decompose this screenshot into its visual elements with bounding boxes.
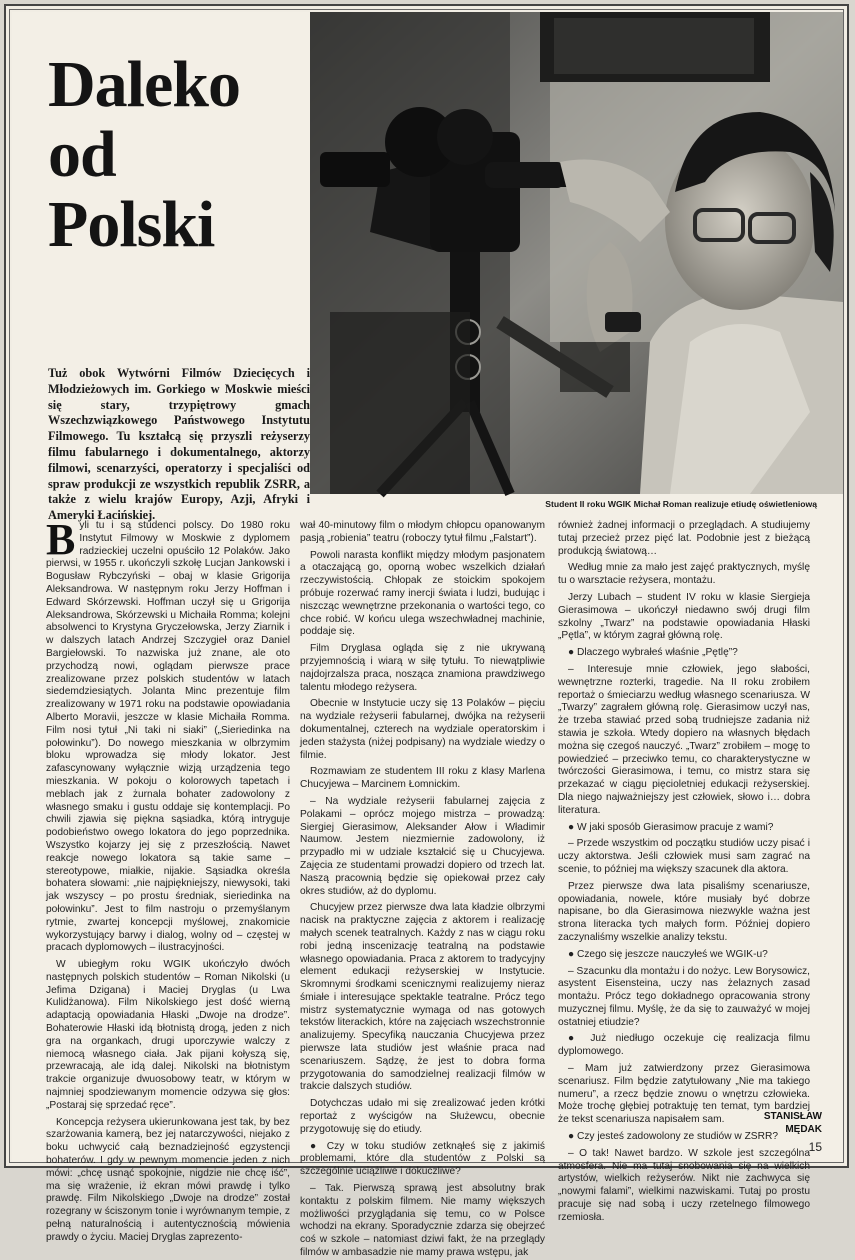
paragraph: wał 40-minutowy film o młodym chłopcu opanowanym pasją „robienia” teatru (roboczy tytuł filmu „Falstart”). bbox=[300, 520, 545, 544]
photo-caption: Student II roku WGIK Michał Roman realizuje etiudę oświetleniową bbox=[545, 499, 817, 509]
paragraph: Jerzy Lubach – student IV roku w klasie Siergieja Gierasimowa – ukończył niedawno swój drugi film szkolny „Twarz” na podstawie opowiadania Hłaski „Pętla”, w którym zagrał główną rolę. bbox=[558, 591, 810, 642]
question: ● Czy w toku studiów zetknąłeś się z jakimiś problemami, które dla studentów z Polski są szczególnie uciążliwe i dokuczliwe? bbox=[300, 1140, 545, 1178]
photo-camera-operator bbox=[310, 12, 843, 494]
paragraph: Rozmawiam ze studentem III roku z klasy Marlena Chucyjewa – Marcinem Łomnickim. bbox=[300, 766, 545, 791]
article-title bbox=[48, 50, 318, 260]
question: ● Czego się jeszcze nauczyłeś we WGIK-u? bbox=[568, 948, 768, 960]
drop-cap: B bbox=[46, 515, 76, 564]
article-photo bbox=[310, 12, 843, 494]
paragraph: – Mam już zatwierdzony przez Gierasimowa scenariusz. Film będzie zatytułowany „Nie ma takiego numeru”, a rzecz będzie znowu o wnętrzu człowieka. Może trochę głębiej potraktuję ten temat, tym bardziej że tekst scenariusza napisałem sam. bbox=[558, 1063, 810, 1126]
paragraph: – Przede wszystkim od początku studiów uczy pisać i uczy aktorstwa. Jeśli człowiek musi sam zagrać na scenie, to później ma większy szacunek dla aktora. bbox=[558, 838, 810, 875]
paragraph: również żadnej informacji o przeglądach. A studiujemy tutaj przecież przez pięć lat. Podobnie jest z bieżącą produkcją światową… bbox=[558, 520, 810, 557]
author-first-name: STANISŁAW bbox=[763, 1111, 822, 1122]
article-column-1 bbox=[46, 515, 290, 1243]
paragraph: Przez pierwsze dwa lata pisaliśmy scenariusze, opowiadania, nowele, które musiały być dobrze napisane, bo dla Gierasimowa niezwykle ważna jest strona literacka tych małych form. Później dopiero zaczynaliśmy wszelkie analizy tekstu. bbox=[558, 880, 810, 943]
article-lead: Tuż obok Wytwórni Filmów Dziecięcych i Młodzieżowych im. Gorkiego w Moskwie mieści się stary, trzypiętrowy gmach Wszechzwiązkowego Państwowego Instytutu Filmowego. Tu kształcą się przyszli reżyserzy filmu fabularnego i dokumentalnego, aktorzy filmowi, scenarzyści, operatorzy i specjaliści od spraw produkcji ze wszystkich republik ZSRR, a także z wielu krajów Europy, Azji, Afryki i Ameryki Łacińskiej. bbox=[48, 366, 310, 523]
title-line-2: od bbox=[48, 118, 116, 191]
question: ● Już niedługo oczekuje cię realizacja filmu dyplomowego. bbox=[558, 1033, 810, 1058]
title-line-3: Polski bbox=[48, 188, 215, 261]
paragraph: Według mnie za mało jest zajęć praktycznych, myślę tu o warsztacie reżysera, montażu. bbox=[558, 562, 810, 587]
paragraph: – Szacunku dla montażu i do nożyc. Lew Borysowicz, asystent Eisensteina, uczy nas żelaznych zasad montażu. Prócz tego dokładnego opracowania strony muzycznej filmu. Myślę, że da się to zauważyć w mojej ostatniej etiudzie? bbox=[558, 965, 810, 1028]
magazine-page bbox=[12, 12, 843, 1259]
article-column-2 bbox=[300, 520, 545, 1259]
paragraph: Obecnie w Instytucie uczy się 13 Polaków – pięciu na wydziale reżyserii fabularnej, dwójka na reżyserii dokumentalnej, czterech na wydziale operatorskim i jeden stażysta (niżej podpisany) na wydziale wiedzy o filmie. bbox=[300, 698, 545, 761]
paragraph: Dotychczas udało mi się zrealizować jeden krótki reportaż z wyścigów na Służewcu, obecnie przygotowuję się do etiudy. bbox=[300, 1098, 545, 1135]
paragraph: W ubiegłym roku WGIK ukończyło dwóch następnych polskich studentów – Roman Nikolski (u Jefima Dzigana) i Maciej Dryglas (u Lwa Kulidżanowa). Film Nikolskiego jest dość wierną adaptacją opowiadania Hłaski „Dwoje na drodze”. Bohaterowie Hłaski idą błotnistą drogą, jeden z nich gra na organkach, drugi uporczywie walczy z niemocą własnego ciała. Jak pijani kołyszą się, przewracają, ale idą dalej. Nikolski na błotnistym trakcie organizuje dwuosobowy teatr, w którym w najmniej spodziewanym momencie odzywa się głos: „Postaraj się sprzedać ręce”. bbox=[46, 959, 290, 1111]
author-signature bbox=[652, 1110, 822, 1136]
paragraph-text: yli tu i są studenci polscy. Do 1980 roku Instytut Filmowy w Moskwie z dyplomem radzieckiej uczelni opuściło 12 Polaków. Jako pierwsi, w 1955 r. ukończyli szkołę Lucjan Jankowski i Bogusław Rybczyński – obaj w klasie Grigorija Aleksandrowa. W następnym roku Jerzy Hoffman i Edward Skórzewski. Hoffman uczył się u Grigorija Aleksandrowa, Skórzewski u Michaiła Romma; kolejni absolwenci to Krystyna Gryczełowska, Jerzy Ziarnik i w dalszych latach Andrzej Szczygieł oraz Daniel Bargiełowski. To nazwiska już znane, ale oto przychodzą nowi, oglądam pierwsze prace zrealizowane przez polskich studentów w latach siedemdziesiątych. Jolanta Minc prezentuje film zrealizowany w 1971 roku na podstawie opowiadania Alberto Moravii, jeszcze w klasie Michaiła Romma. Film nosi tytuł „Ni taki ni siaki” („Sieriedinka na połowinku”). Do nowego mieszkania w olbrzymim bloku wprowadza się młody lokator. Jest zafascynowany wyłącznie wizją urządzenia tego mieszkania. W pokoju o kolorowych tapetach i meblach jak z żurnala bohater zadowolony z własnego smaku i gustu oddaje się kontemplacji. Po chwili zjawia się piękna sąsiadka, którą intryguje podobieństwo owego lokatora do jego poprzednika. Wszystko kojarzy jej się z przeszłością. Nawet reakcje nowego lokatora są takie same – stereotypowe, miałkie, nijakie. Sąsiadka określa bohatera słowami: „nie najpiękniejszy, niewysoki, taki jak wszyscy – po prostu średniak, sieriedinka na połowinku”. Jest to film nastroju o przemyślanym rytmie, zwartej koncepcji myślowej, znakomicie wykorzystujący barwy i dialog, wolny od – częstej w pracach dyplomowych – ilustracyjności. bbox=[46, 520, 290, 954]
paragraph: – Na wydziale reżyserii fabularnej zajęcia z Polakami – oprócz mojego mistrza – prowadzą: Siergiej Gierasimow, Aleksander Ałow i Władimir Naumow. Jestem niezmiernie zadowolony, iż przypadło mi w udziale kształcić się u Chucyjewa. Zajęcia ze studentami prowadzi dopiero od trzech lat. Naszą pracownią będzie się opiekował przez cały okres studiów, aż do dyplomu. bbox=[300, 795, 545, 897]
author-last-name: MĘDAK bbox=[785, 1124, 822, 1135]
paragraph: – Tak. Pierwszą sprawą jest absolutny brak kontaktu z polskim filmem. Nie mamy większych możliwości przyglądania się temu, co w Polsce wchodzi na ekrany. Sporadycznie zdarza się obejrzeć coś w szkole – natomiast dziwi fakt, że na przeglądy filmów w ambasadzie nie mamy prawa wstępu, jak bbox=[300, 1183, 545, 1259]
paragraph: Film Dryglasa ogląda się z nie ukrywaną przyjemnością i wiarą w siłę tytułu. To niewątpliwie najdojrzalsza praca, nosząca znamiona prawdziwego talentu młodego reżysera. bbox=[300, 643, 545, 693]
page-number: 15 bbox=[808, 1140, 822, 1154]
paragraph: Koncepcja reżysera ukierunkowana jest tak, by bez szarżowania kamerą, bez jej natarczywości, niejako z boku uchwycić całą beznadziejność egzystencji bohaterów. I gdy w pewnym momencie jeden z nich mówi: „chcę usnąć spokojnie, nigdzie nie chcę iść”, ma się wrażenie, iż ekran mówi prawdę i tylko prawdę. Film Nikolskiego „Dwoje na drodze” został rozegrany w ściszonym tonie i wyrównanym tempie, z pełną naturalnością i autentycznością mówienia prawdy o życiu. Maciej Dryglas zaprezento- bbox=[46, 1116, 290, 1243]
question: ● W jaki sposób Gierasimow pracuje z wami? bbox=[568, 821, 774, 833]
paragraph: Chucyjew przez pierwsze dwa lata kładzie olbrzymi nacisk na praktyczne zajęcia z aktorem i realizację małych scenek teatralnych. Każdy z nas w ciągu roku robi jedną inscenizację teatralną na podstawie własnego opowiadania. Praca z aktorem to tradycyjny element edukacji reżyserskiej w Instytucie. Skromnymi środkami scenicznymi realizujemy nieraz śmiałe i interesujące spektakle teatralne. Prócz tego mistrz systematycznie wymaga od nas gotowych tekstów literackich, które na zajęciach wszechstronnie analizujemy. Specyfiką nauczania Chucyjewa przez pierwsze lata studiów jest właśnie praca nad scenariuszem. Sądzę, że jest to dobra forma przygotowania do samodzielnej realizacji filmów w trakcie dalszych studiów. bbox=[300, 902, 545, 1093]
paragraph: – O tak! Nawet bardzo. W szkole jest szczególna atmosfera. Nie ma tutaj snobowania się na wielkich artystów, wielkich reżyserów. Nikt nie zachwyca się „nowymi falami”, wielkimi nazwiskami. Tutaj po prostu pracuje się nad sobą i uczy rzetelnego filmowego rzemiosła. bbox=[558, 1147, 810, 1223]
title-line-1: Daleko bbox=[48, 48, 240, 121]
paragraph: Powoli narasta konflikt między młodym pasjonatem a otaczającą go, oporną wobec wszelkich działań rzeczywistością. Chłopak ze stoickim spokojem próbuje rozerwać ramy inercji świata i ludzi, budując i niszcząc wewnętrzne przekonania o wartości tego, co chce robić. W końcu ulega wszechwładnej machinie, poddaje się. bbox=[300, 549, 545, 638]
paragraph bbox=[46, 515, 290, 955]
question: ● Dlaczego wybrałeś właśnie „Pętlę”? bbox=[568, 647, 738, 659]
question: ● Czy jesteś zadowolony ze studiów w ZSRR? bbox=[568, 1131, 778, 1143]
paragraph: – Interesuje mnie człowiek, jego słabości, wewnętrzne rozterki, tragedie. Na II roku zrobiłem reportaż o śmieciarzu według własnego scenariusza. W „Twarzy” zagrałem główną rolę. Gierasimow uczył nas, że trzeba stawiać przed sobą trudniejsze zadania niż stawia je szkoła. Wtedy dopiero na własnych błędach można się czegoś nauczyć. „Twarz” zrobiłem – mogę to powiedzieć – przeciwko temu, co charakterystyczne w twórczości Gierasimowa, i temu, co mistrz stara się przekazać w ciągu pięcioletniej edukacji reżyserskiej. Dla niego najważniejszy jest człowiek, słowo i… dobra literatura. bbox=[558, 663, 810, 816]
